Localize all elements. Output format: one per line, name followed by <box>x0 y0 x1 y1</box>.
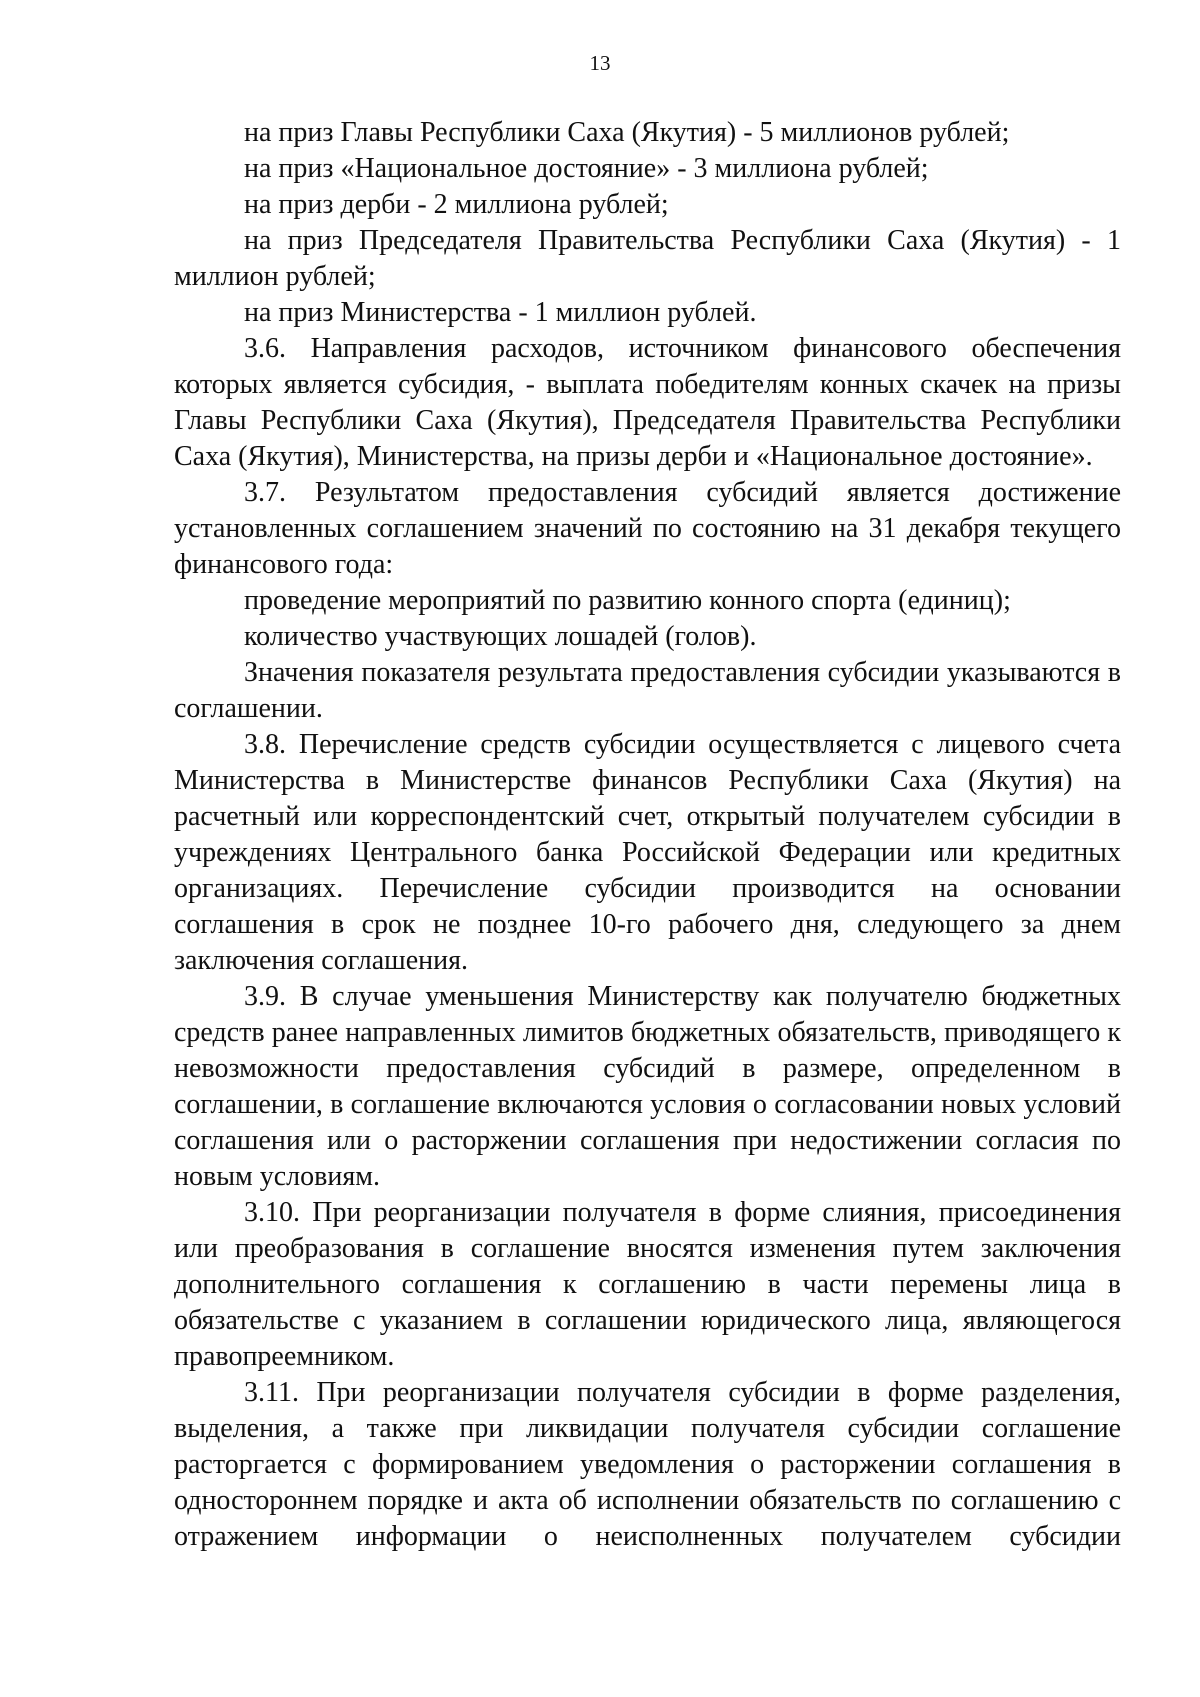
paragraph-prize-head: на приз Главы Республики Саха (Якутия) - 5 миллионов рублей; <box>244 117 1010 148</box>
paragraph-prize-national-heritage: на приз «Национальное достояние» - 3 миллиона рублей; <box>244 153 929 184</box>
paragraph-indicator-values: Значения показателя результата предоставления субсидии указываются в соглашении. <box>174 657 1121 724</box>
paragraph-3-6: 3.6. Направления расходов, источником финансового обеспечения которых является субсидия, - выплата победителям конных скачек на призы Главы Республики Саха (Якутия), Председателя Правительства Республики Саха (Якутия), Министерства, на призы дерби и «Национальное достояние». <box>174 333 1121 472</box>
paragraph-3-10: 3.10. При реорганизации получателя в форме слияния, присоединения или преобразования в соглашение вносятся изменения путем заключения дополнительного соглашения к соглашению в части перемены лица в обязательстве с указанием в соглашении юридического лица, являющегося правопреемником. <box>174 1197 1121 1372</box>
paragraph-prize-derby: на приз дерби - 2 миллиона рублей; <box>244 189 669 220</box>
paragraph-3-8: 3.8. Перечисление средств субсидии осуществляется с лицевого счета Министерства в Министерстве финансов Республики Саха (Якутия) на расчетный или корреспондентский счет, открытый получателем субсидии в учреждениях Центрального банка Российской Федерации или кредитных организациях. Перечисление субсидии производится на основании соглашения в срок не позднее 10-го рабочего дня, следующего за днем заключения соглашения. <box>174 729 1121 976</box>
document-body <box>174 115 1121 1555</box>
paragraph-3-9: 3.9. В случае уменьшения Министерству как получателю бюджетных средств ранее направленных лимитов бюджетных обязательств, приводящего к невозможности предоставления субсидий в размере, определенном в соглашении, в соглашение включаются условия о согласовании новых условий соглашения или о расторжении соглашения при недостижении согласия по новым условиям. <box>174 981 1121 1192</box>
paragraph-indicator-events: проведение мероприятий по развитию конного спорта (единиц); <box>244 585 1011 616</box>
paragraph-3-11: 3.11. При реорганизации получателя субсидии в форме разделения, выделения, а также при ликвидации получателя субсидии соглашение расторгается с формированием уведомления о расторжении соглашения в одностороннем порядке и акта об исполнении обязательств по соглашению с отражением информации о неисполненных получателем субсидии <box>174 1377 1121 1552</box>
paragraph-3-7: 3.7. Результатом предоставления субсидий является достижение установленных соглашением значений по состоянию на 31 декабря текущего финансового года: <box>174 477 1121 580</box>
paragraph-indicator-horses: количество участвующих лошадей (голов). <box>244 621 757 652</box>
page-number: 13 <box>589 51 611 75</box>
paragraph-prize-ministry: на приз Министерства - 1 миллион рублей. <box>244 297 757 328</box>
paragraph-prize-chairman: на приз Председателя Правительства Республики Саха (Якутия) - 1 миллион рублей; <box>174 225 1121 292</box>
